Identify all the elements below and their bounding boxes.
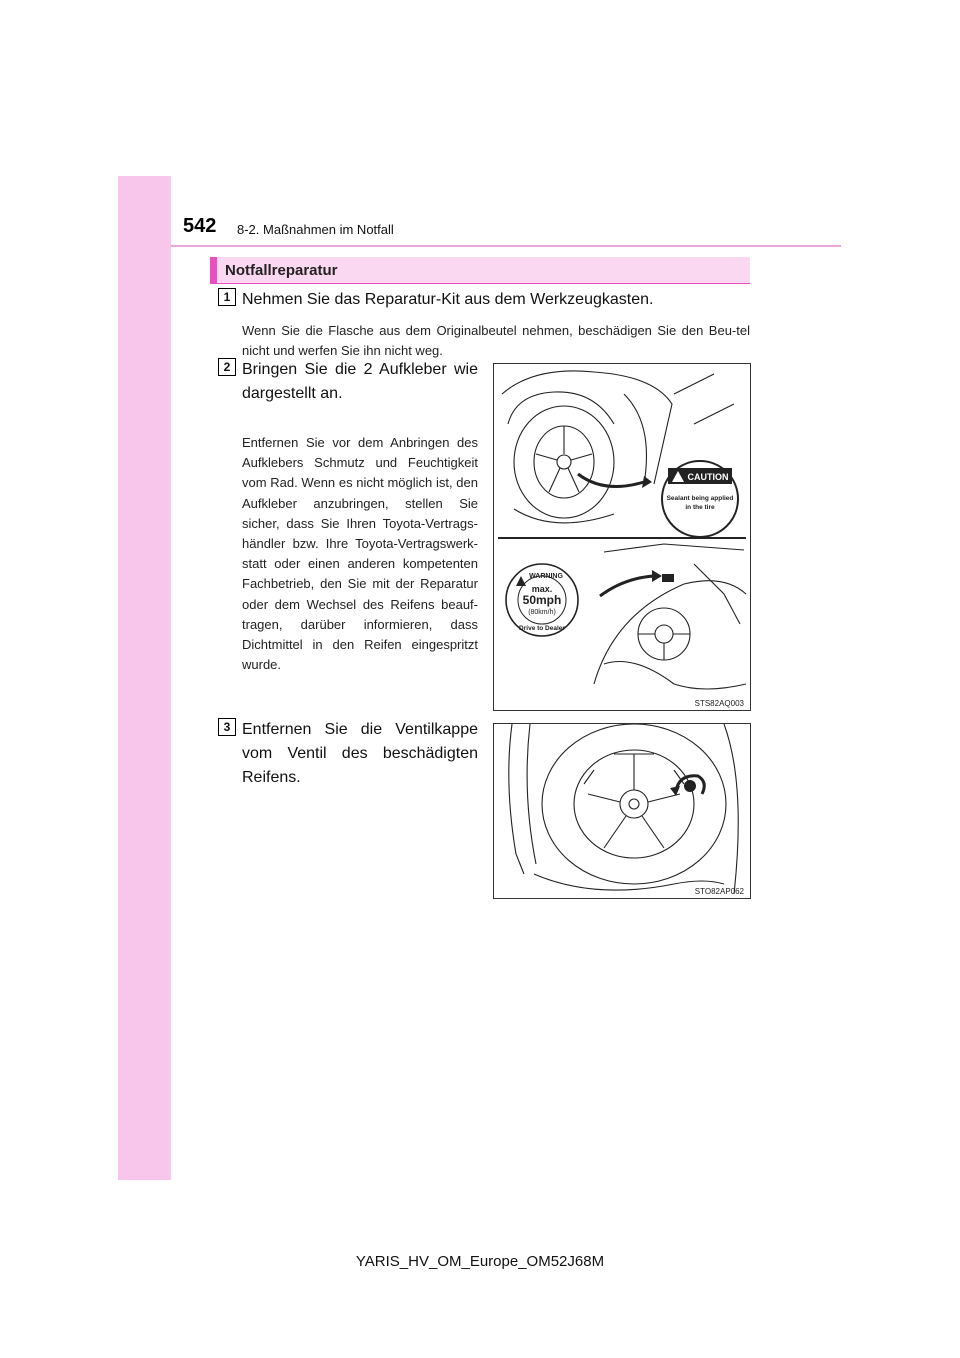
step-number-1: 1: [218, 288, 236, 306]
step-1-title: Nehmen Sie das Reparatur-Kit aus dem Werkzeugkasten.: [242, 291, 654, 308]
page-number: 542: [183, 215, 217, 237]
speed-max: max.: [531, 584, 553, 594]
step-3-title: Entfernen Sie die Ventilkappe vom Ventil des beschädigten Reifens.: [242, 721, 478, 786]
chapter-title: 8-2. Maßnahmen im Notfall: [237, 222, 394, 237]
caution-text-2: in the tire: [685, 504, 715, 511]
drive-to-dealer: Drive to Dealer: [519, 625, 565, 632]
footer-document-code: YARIS_HV_OM_Europe_OM52J68M: [355, 1253, 605, 1270]
caution-label: CAUTION: [687, 472, 729, 482]
section-heading-bar: [210, 257, 750, 284]
step-1-note: Wenn Sie die Flasche aus dem Originalbeutel nehmen, beschädigen Sie den Beu-tel nicht und werfen Sie ihn nicht weg.: [242, 323, 750, 359]
figure-valve-cap: [493, 723, 751, 899]
speed-mph: 50mph: [522, 593, 562, 607]
section-heading: Notfallreparatur: [225, 262, 338, 279]
warning-label: WARNING: [529, 573, 563, 580]
step-number-2: 2: [218, 358, 236, 376]
caution-text-1: Sealant being applied: [666, 495, 734, 502]
figure-1-code: STS82AQ003: [694, 699, 744, 708]
figure-2-code: STO82AP062: [694, 887, 744, 896]
speed-kmh: (80km/h): [528, 609, 556, 616]
step-number-3: 3: [218, 718, 236, 736]
side-band: [118, 176, 171, 1180]
step-2-note: Entfernen Sie vor dem Anbringen des Aufklebers Schmutz und Feuchtigkeit vom Rad. Wenn es nicht möglich ist, den Aufkleber anzubringen, stellen Sie sicher, dass Sie Ihren Toyota-Vertrags-händler bzw. Ihre Toyota-Vertragswerk-statt oder einen anderen kompetenten Fachbetrieb, den Sie mit der Reparatur oder dem Wechsel des Reifens beauf-tragen, darüber informieren, dass Dichtmittel in den Reifen eingespritzt wurde.: [242, 435, 478, 673]
figure-sticker-placement: [493, 363, 751, 711]
header-rule: [171, 245, 841, 247]
section-rule: [210, 283, 750, 284]
step-2-title: Bringen Sie die 2 Aufkleber wie dargestellt an.: [242, 361, 478, 402]
section-accent: [210, 257, 217, 284]
